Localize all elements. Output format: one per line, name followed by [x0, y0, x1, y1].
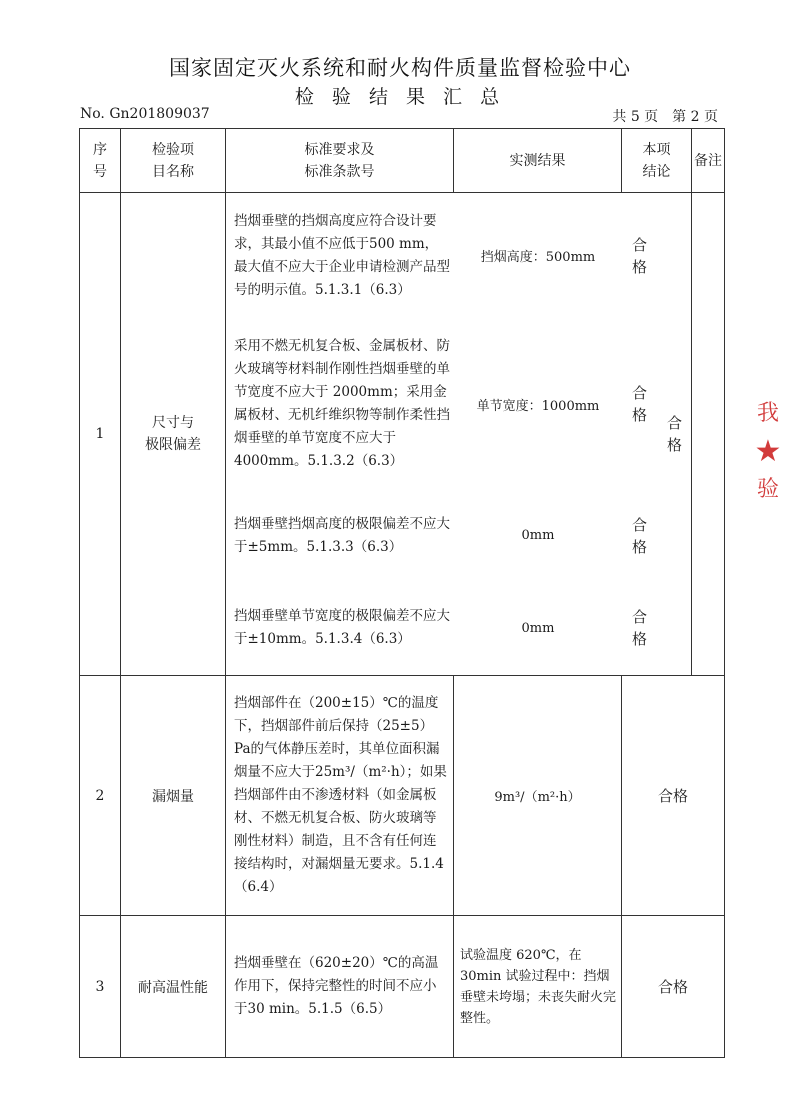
sub-row — [226, 193, 692, 318]
sub2-result: 合 格 — [631, 384, 647, 424]
row2-conclusion: 合格 — [622, 676, 725, 916]
row1-item: 尺寸与 极限偏差 — [121, 193, 226, 676]
doc-title: 检 验 结 果 汇 总 — [294, 86, 506, 108]
seal-star-icon: ★ — [754, 434, 782, 469]
row2-seq: 2 — [80, 676, 121, 916]
doc-number: No. Gn201809037 — [80, 106, 210, 122]
header-measured: 实测结果 — [454, 129, 622, 193]
row1-seq: 1 — [80, 193, 121, 676]
red-seal-fragment — [748, 395, 788, 565]
row3-measured: 试验温度 620℃，在30min 试验过程中：挡烟垂壁未垮塌；未丧失耐火完整性。 — [454, 916, 622, 1058]
sub1-result: 合 格 — [631, 235, 647, 276]
sub3-measured: 0mm — [521, 528, 555, 543]
table-header-row — [80, 129, 725, 193]
row3-seq: 3 — [80, 916, 121, 1058]
sub2-standard: 采用不燃无机复合板、金属板材、防火玻璃等材料制作刚性挡烟垂壁的单节宽度不应大于 2000mm；采用金属板材、无机纤维织物等制作柔性挡烟垂壁的单节宽度不应大于4000mm。5.1.3.2（6.3） — [234, 338, 450, 469]
row3-item: 耐高温性能 — [121, 916, 226, 1058]
seal-char: 我 — [756, 401, 779, 426]
table-row — [80, 916, 725, 1058]
sub4-measured: 0mm — [521, 620, 555, 636]
sub-row — [226, 490, 692, 581]
sub-row — [226, 581, 692, 675]
results-table — [79, 128, 725, 1058]
sub4-standard: 挡烟垂壁单节宽度的极限偏差不应大于±10mm。5.1.3.4（6.3） — [234, 608, 450, 647]
row1-remark — [692, 193, 725, 676]
table-row — [80, 676, 725, 916]
header-item: 检验项 目名称 — [121, 129, 226, 193]
header-seq: 序 号 — [80, 129, 121, 193]
row1-sub-table — [226, 193, 692, 675]
row2-item: 漏烟量 — [121, 676, 226, 916]
row2-measured: 9m³/（m²·h） — [454, 676, 622, 916]
page-info: 共 5 页 第 2 页 — [612, 109, 718, 125]
row2-standard: 挡烟部件在（200±15）℃的温度下，挡烟部件前后保持（25±5）Pa的气体静压差时，其单位面积漏烟量不应大于25m³/（m²·h）；如果挡烟部件由不渗透材料（如金属板材、不燃无机复合板、防火玻璃等刚性材料）制造，且不含有任何连接结构时，对漏烟量无要求。5.1.4（6.4） — [226, 676, 454, 916]
sub1-measured: 挡烟高度：500mm — [480, 250, 596, 265]
sub1-standard: 挡烟垂壁的挡烟高度应符合设计要求，其最小值不应低于500 mm，最大值不应大于企业申请检测产品型号的明示值。5.1.3.1（6.3） — [234, 212, 450, 298]
sub3-standard: 挡烟垂壁挡烟高度的极限偏差不应大于±5mm。5.1.3.3（6.3） — [234, 515, 450, 555]
header-conclusion: 本项 结论 — [622, 129, 692, 193]
row1-overall-conclusion: 合 格 — [666, 414, 682, 454]
row1-sub-table-cell — [226, 193, 692, 676]
row3-conclusion: 合格 — [622, 916, 725, 1058]
table-row — [80, 193, 725, 676]
sub2-measured: 单节宽度：1000mm — [476, 398, 600, 414]
header-remark: 备注 — [692, 129, 725, 193]
sub4-result: 合 格 — [631, 608, 647, 648]
seal-char: 验 — [756, 477, 779, 502]
org-title: 国家固定灭火系统和耐火构件质量监督检验中心 — [169, 56, 631, 80]
row3-standard: 挡烟垂壁在（620±20）℃的高温作用下，保持完整性的时间不应小于30 min。5.1.5（6.5） — [226, 916, 454, 1058]
header-standard: 标准要求及 标准条款号 — [226, 129, 454, 193]
sub3-result: 合 格 — [631, 515, 647, 556]
sub-row — [226, 318, 692, 490]
